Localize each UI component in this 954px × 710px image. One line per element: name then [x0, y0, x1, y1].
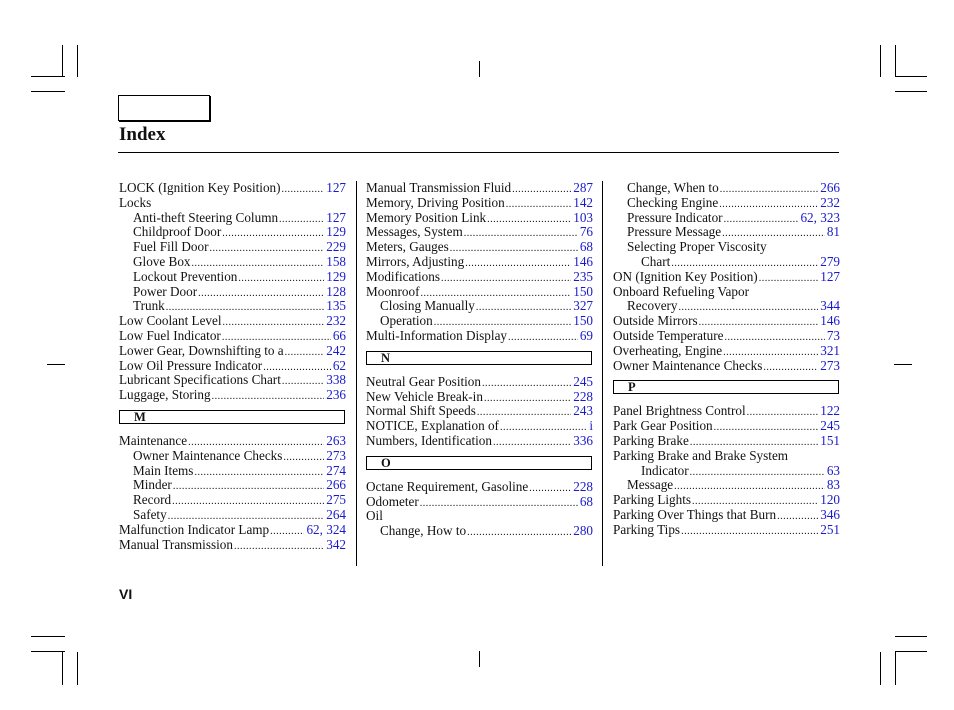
index-entry-text: Parking Over Things that Burn [613, 506, 777, 522]
page-reference-link[interactable]: 273 [820, 357, 840, 373]
index-entry-text: Childproof Door [133, 224, 222, 240]
page-reference-link[interactable]: 128 [326, 283, 346, 299]
index-entry-text: Odometer [366, 493, 419, 509]
index-entry[interactable] [366, 285, 593, 300]
index-entry-text: Outside Mirrors [613, 313, 698, 329]
index-entry[interactable] [366, 314, 593, 329]
page-reference-link[interactable]: 62 [332, 357, 346, 373]
index-entry-text: Message [627, 477, 674, 493]
section-letter: N [381, 350, 391, 365]
index-entry-text: Maintenance [119, 432, 188, 448]
index-entry[interactable] [613, 196, 840, 211]
index-entry-text: Octane Requirement, Gasoline [366, 478, 529, 494]
page-reference-link[interactable]: 150 [573, 283, 593, 299]
index-entry[interactable] [119, 255, 346, 270]
index-entry[interactable] [613, 359, 840, 374]
page-reference-link[interactable]: 279 [820, 253, 840, 269]
index-entry[interactable] [613, 181, 840, 196]
index-entry[interactable] [119, 373, 346, 388]
page-reference-link[interactable]: 68 [579, 493, 593, 509]
page-reference-link[interactable]: 103 [573, 209, 593, 225]
page-reference-link[interactable]: 327 [573, 298, 593, 314]
index-entry[interactable] [119, 478, 346, 493]
leader-dots [467, 526, 571, 541]
index-column-2 [366, 181, 593, 539]
index-entry[interactable] [366, 196, 593, 211]
page-reference-link[interactable]: 129 [326, 268, 346, 284]
page-reference-link[interactable]: 346 [820, 506, 840, 522]
page-reference-link[interactable]: 266 [326, 477, 346, 493]
page-reference-link[interactable]: 69 [579, 327, 593, 343]
page-reference-link[interactable]: 245 [820, 418, 840, 434]
index-entry-text: Memory Position Link [366, 209, 487, 225]
index-entry[interactable] [119, 388, 346, 403]
index-entry-text: Low Coolant Level [119, 313, 222, 329]
page-reference-link[interactable]: 127 [326, 180, 346, 195]
index-entry-text: Moonroof [366, 283, 420, 299]
page-reference-link[interactable]: 287 [573, 180, 593, 195]
page-reference-link[interactable]: 135 [326, 298, 346, 314]
page-reference-link[interactable]: 146 [573, 253, 593, 269]
page-reference-link[interactable]: 122 [820, 403, 840, 419]
page-reference-link[interactable]: 120 [820, 492, 840, 508]
page-reference-link[interactable]: 235 [573, 268, 593, 284]
section-letter-header [613, 380, 839, 394]
page-reference-link[interactable]: 228 [573, 388, 593, 404]
section-letter-header [366, 351, 592, 365]
page-reference-link[interactable]: 274 [326, 462, 346, 478]
index-entry-text: Overheating, Engine [613, 342, 723, 358]
leader-dots [493, 436, 571, 451]
index-entry-text: Anti-theft Steering Column [133, 209, 279, 225]
index-entry[interactable] [613, 404, 840, 419]
index-entry-text: Malfunction Indicator Lamp [119, 521, 270, 537]
page-reference-link[interactable]: 127 [820, 268, 840, 284]
index-entry[interactable] [366, 480, 593, 495]
page-reference-link[interactable]: 158 [326, 253, 346, 269]
index-entry-text: Trunk [133, 298, 165, 314]
index-entry[interactable] [366, 255, 593, 270]
index-entry-text: Locks [119, 194, 152, 210]
page-reference-link[interactable]: 62, 323 [800, 209, 840, 225]
index-entry[interactable] [613, 419, 840, 434]
page-reference-link[interactable]: 146 [820, 313, 840, 329]
index-entry[interactable] [119, 449, 346, 464]
index-entry-text: Indicator [641, 462, 689, 478]
page-reference-link[interactable]: 232 [326, 313, 346, 329]
index-entry-text: Pressure Message [627, 224, 722, 240]
index-entry-text: Messages, System [366, 224, 463, 240]
index-entry[interactable] [119, 225, 346, 240]
index-entry-text: Owner Maintenance Checks [613, 357, 763, 373]
index-entry[interactable] [366, 375, 593, 390]
index-entry-text: Outside Temperature [613, 327, 724, 343]
page-reference-link[interactable]: 338 [326, 372, 346, 388]
index-entry[interactable] [119, 508, 346, 523]
index-entry [366, 509, 593, 524]
index-entry-text: NOTICE, Explanation of [366, 418, 499, 434]
index-entry-text: Pressure Indicator [627, 209, 723, 225]
index-entry-text: Change, How to [380, 523, 467, 539]
index-entry-text: Record [133, 492, 172, 508]
index-entry[interactable] [366, 524, 593, 539]
index-entry[interactable] [613, 523, 840, 538]
page-reference-link[interactable]: 127 [326, 209, 346, 225]
index-entry-text: Neutral Gear Position [366, 373, 481, 389]
index-entry-text: Change, When to [627, 180, 719, 195]
index-entry-text: Fuel Fill Door [133, 239, 209, 255]
page-reference-link[interactable]: 150 [573, 313, 593, 329]
page-reference-link[interactable]: 63 [826, 462, 840, 478]
index-entry-text: Lubricant Specifications Chart [119, 372, 281, 388]
section-letter: M [134, 409, 146, 424]
index-entry-text: Operation [380, 313, 433, 329]
index-entry-text: ON (Ignition Key Position) [613, 268, 758, 284]
page-reference-link[interactable]: 336 [573, 432, 593, 448]
index-column-1 [119, 181, 346, 552]
column-divider [356, 181, 357, 566]
page-reference-link[interactable]: 142 [573, 194, 593, 210]
index-entry-text: Mirrors, Adjusting [366, 253, 465, 269]
page-reference-link[interactable]: 266 [820, 180, 840, 195]
index-entry-text: Recovery [627, 298, 678, 314]
leader-dots [212, 390, 325, 405]
index-entry[interactable] [119, 359, 346, 374]
index-entry[interactable] [119, 329, 346, 344]
index-entry-text: Parking Lights [613, 492, 692, 508]
section-letter: O [381, 455, 391, 470]
page-reference-link[interactable]: 232 [820, 194, 840, 210]
page-reference-link[interactable]: 68 [579, 239, 593, 255]
index-entry[interactable] [119, 181, 346, 196]
index-entry[interactable] [366, 419, 593, 434]
page-reference-link[interactable]: 62, 324 [306, 521, 346, 537]
column-divider [602, 181, 603, 566]
index-entry[interactable] [119, 270, 346, 285]
index-entry-text: Oil [366, 508, 383, 524]
page-reference-link[interactable]: 66 [332, 327, 346, 343]
index-entry-text: Lower Gear, Downshifting to a [119, 342, 284, 358]
index-entry[interactable] [366, 270, 593, 285]
index-entry[interactable] [119, 211, 346, 226]
index-entry-text: Parking Tips [613, 521, 681, 537]
index-entry[interactable] [366, 434, 593, 449]
page-reference-link[interactable]: 321 [820, 342, 840, 358]
index-entry-text: Main Items [133, 462, 194, 478]
leader-dots [508, 331, 578, 346]
index-entry-text: Numbers, Identification [366, 432, 492, 448]
index-entry-text: Owner Maintenance Checks [133, 447, 283, 463]
index-entry[interactable] [366, 299, 593, 314]
section-letter-header [119, 410, 345, 424]
leader-dots [234, 540, 324, 555]
index-entry[interactable] [119, 434, 346, 449]
index-entry-text: Onboard Refueling Vapor [613, 283, 749, 299]
index-entry[interactable] [613, 344, 840, 359]
index-entry[interactable] [613, 211, 840, 226]
index-entry[interactable] [366, 240, 593, 255]
index-entry[interactable] [119, 538, 346, 553]
index-column-3 [613, 181, 840, 538]
page-reference-link[interactable]: 245 [573, 373, 593, 389]
index-entry [119, 196, 346, 211]
page-reference-link[interactable]: 273 [326, 447, 346, 463]
page-reference-link[interactable]: 81 [826, 224, 840, 240]
page-reference-link[interactable]: 83 [826, 477, 840, 493]
index-entry[interactable] [366, 390, 593, 405]
page-reference-link[interactable]: 129 [326, 224, 346, 240]
index-entry-text: Normal Shift Speeds [366, 403, 476, 419]
index-entry[interactable] [613, 478, 840, 493]
index-entry-text: Parking Brake and Brake System [613, 447, 789, 463]
index-entry-text: New Vehicle Break-in [366, 388, 483, 404]
header-tab-box [118, 95, 210, 121]
index-entry-text: Low Oil Pressure Indicator [119, 357, 263, 373]
index-entry[interactable] [613, 493, 840, 508]
index-entry[interactable] [613, 299, 840, 314]
index-entry-text: Multi-Information Display [366, 327, 508, 343]
page-reference-link[interactable]: 229 [326, 239, 346, 255]
index-entry[interactable] [119, 464, 346, 479]
index-entry-text: Panel Brightness Control [613, 403, 746, 419]
page-reference-link[interactable]: 236 [326, 387, 346, 403]
leader-dots [681, 525, 818, 540]
index-entry [613, 240, 840, 255]
index-entry[interactable] [119, 240, 346, 255]
page-reference-link[interactable]: 243 [573, 403, 593, 419]
index-entry-text: Park Gear Position [613, 418, 713, 434]
index-entry[interactable] [613, 508, 840, 523]
index-entry-text: Selecting Proper Viscosity [627, 239, 767, 255]
index-entry[interactable] [366, 211, 593, 226]
index-entry[interactable] [613, 434, 840, 449]
page-reference-link[interactable]: 242 [326, 342, 346, 358]
index-entry-text: Lockout Prevention [133, 268, 238, 284]
index-entry[interactable] [366, 181, 593, 196]
page-reference-link[interactable]: 228 [573, 478, 593, 494]
index-entry[interactable] [613, 255, 840, 270]
page-reference-link[interactable]: 263 [326, 432, 346, 448]
index-entry-text: Manual Transmission Fluid [366, 180, 512, 195]
page-reference-link[interactable]: 251 [820, 521, 840, 537]
section-letter-header [366, 456, 592, 470]
index-entry-text: Power Door [133, 283, 198, 299]
index-entry-text: Safety [133, 506, 167, 522]
index-entry[interactable] [613, 464, 840, 479]
index-entry-text: Minder [133, 477, 172, 493]
page-reference-link[interactable]: 344 [820, 298, 840, 314]
index-entry[interactable] [613, 225, 840, 240]
index-entry-text: Chart [641, 253, 671, 269]
index-entry[interactable] [613, 329, 840, 344]
index-entry[interactable] [366, 404, 593, 419]
index-entry-text: Low Fuel Indicator [119, 327, 221, 343]
title-divider [118, 152, 839, 153]
index-entry[interactable] [366, 495, 593, 510]
leader-dots [763, 361, 818, 376]
index-entry[interactable] [119, 314, 346, 329]
index-entry-text: Modifications [366, 268, 440, 284]
page-reference-link[interactable]: 151 [820, 432, 840, 448]
index-entry-text: LOCK (Ignition Key Position) [119, 180, 281, 195]
index-entry-text: Memory, Driving Position [366, 194, 505, 210]
page-reference-link[interactable]: 280 [573, 523, 593, 539]
index-entry-text: Manual Transmission [119, 536, 233, 552]
page-reference-link[interactable]: i [589, 418, 593, 434]
page-reference-link[interactable]: 342 [326, 536, 346, 552]
index-entry[interactable] [119, 344, 346, 359]
index-entry-text: Checking Engine [627, 194, 719, 210]
page-reference-link[interactable]: 275 [326, 492, 346, 508]
index-entry-text: Closing Manually [380, 298, 475, 314]
index-entry-text: Luggage, Storing [119, 387, 211, 403]
page-reference-link[interactable]: 76 [579, 224, 593, 240]
index-entry[interactable] [119, 299, 346, 314]
index-entry-text: Parking Brake [613, 432, 689, 448]
index-entry[interactable] [119, 523, 346, 538]
index-entry-text: Meters, Gauges [366, 239, 449, 255]
index-entry[interactable] [119, 285, 346, 300]
page-title: Index [119, 124, 166, 145]
index-entry[interactable] [613, 270, 840, 285]
page-number: VI [119, 586, 133, 602]
index-entry[interactable] [366, 225, 593, 240]
page-reference-link[interactable]: 73 [826, 327, 840, 343]
index-entry-text: Glove Box [133, 253, 191, 269]
index-entry [613, 449, 840, 464]
index-entry[interactable] [613, 314, 840, 329]
index-entry [613, 285, 840, 300]
section-letter: P [628, 380, 636, 395]
index-entry[interactable] [366, 329, 593, 344]
page-reference-link[interactable]: 264 [326, 506, 346, 522]
index-entry[interactable] [119, 493, 346, 508]
